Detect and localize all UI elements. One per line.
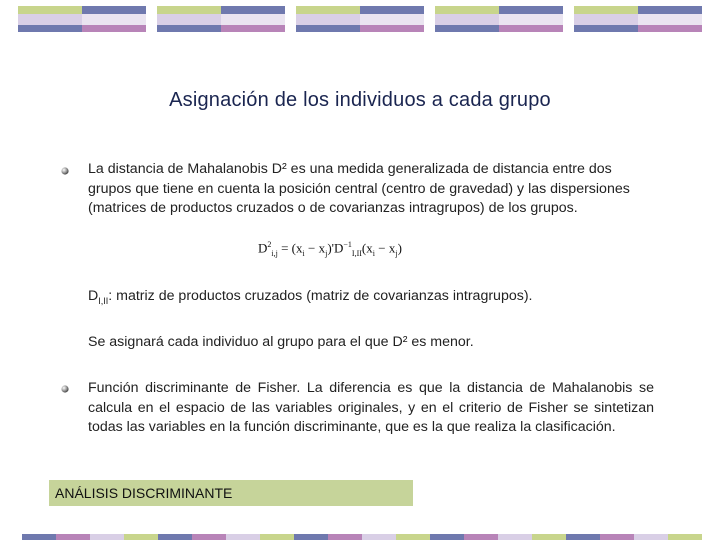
- assignment-note: Se asignará cada individuo al grupo para el que D² es menor.: [88, 334, 474, 350]
- bottom-decorative-strip: [22, 534, 702, 540]
- top-decorative-bands: [18, 6, 702, 34]
- slide-title: Asignación de los individuos a cada grupo: [169, 89, 551, 111]
- matrix-note: $D_{I,II}$: matriz de productos cruzados (matriz de covarianzas intragrupos).: [88, 288, 533, 306]
- mahalanobis-formula: $D^2_{i,j} = (x_i - x_j)'D^{-1}_{I,II}(x_i - x_j)$: [258, 240, 402, 258]
- band-block: [296, 6, 424, 34]
- bullet-text-fisher: Función discriminante de Fisher. La diferencia es que la distancia de Mahalanobis se calcula en el espacio de las variables originales, y en el criterio de Fisher se sintetizan todas las variables en la función discriminante, que es la que realiza la clasificación.: [88, 380, 654, 436]
- sphere-bullet-icon: [61, 385, 69, 393]
- band-block: [435, 6, 563, 34]
- footer-text: ANÁLISIS DISCRIMINANTE: [55, 485, 233, 501]
- bullet-text-mahalanobis: La distancia de Mahalanobis D² es una medida generalizada de distancia entre dos grupos que tiene en cuenta la posición central (centro de gravedad) y las dispersiones (matrices de productos cruzados o de covarianzas intragrupos) de los grupos.: [88, 161, 630, 217]
- footer-label: [49, 480, 413, 506]
- band-block: [157, 6, 285, 34]
- sphere-bullet-icon: [61, 167, 69, 175]
- band-block: [574, 6, 702, 34]
- band-block: [18, 6, 146, 34]
